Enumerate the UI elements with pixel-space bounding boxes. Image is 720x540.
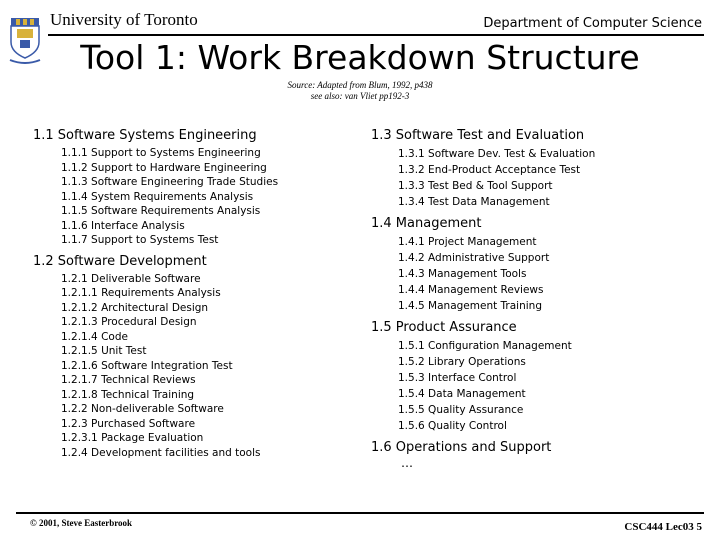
list-item: 1.4.4 Management Reviews (398, 284, 544, 296)
section-items (371, 338, 711, 434)
list-item: 1.5.3 Interface Control (398, 372, 517, 384)
section-1-3 (371, 128, 711, 210)
section-items (371, 234, 711, 314)
list-item: 1.1.1 Support to Systems Engineering (61, 147, 261, 159)
list-item: 1.1.2 Support to Hardware Engineering (61, 161, 267, 174)
list-item: 1.5.2 Library Operations (398, 356, 526, 368)
list-item: 1.5.6 Quality Control (398, 420, 507, 432)
list-item: 1.2.1.6 Software Integration Test (61, 359, 233, 372)
section-heading: 1.1 Software Systems Engineering (33, 128, 257, 143)
list-item: 1.1.3 Software Engineering Trade Studies (61, 176, 279, 188)
list-item: 1.2.1.4 Code (61, 330, 128, 343)
section-1-1 (33, 128, 353, 248)
list-item: 1.2.1.5 Unit Test (61, 345, 147, 357)
section-heading: 1.3 Software Test and Evaluation (371, 128, 585, 143)
section-items (33, 272, 353, 461)
list-item: 1.2.1.7 Technical Reviews (61, 374, 196, 386)
list-item: 1.2.2 Non-deliverable Software (61, 403, 224, 415)
list-item: 1.4.2 Administrative Support (398, 252, 550, 264)
list-item: 1.3.2 End-Product Acceptance Test (398, 164, 581, 176)
source-line-1: Source: Adapted from Blum, 1992, p438 (287, 80, 433, 90)
university-name: University of Toronto (50, 10, 198, 29)
list-item: 1.5.5 Quality Assurance (398, 404, 524, 416)
source-line-2: see also: van Vliet pp192-3 (310, 91, 410, 101)
right-column (371, 128, 711, 468)
header-rule (48, 34, 704, 36)
list-item: 1.2.1.2 Architectural Design (61, 301, 209, 314)
list-item: 1.1.6 Interface Analysis (61, 219, 185, 232)
list-item: 1.1.5 Software Requirements Analysis (61, 205, 261, 217)
section-1-6 (371, 440, 711, 468)
list-item: 1.2.1.1 Requirements Analysis (61, 287, 221, 299)
footer-rule (16, 512, 704, 514)
department-name: Department of Computer Science (483, 16, 702, 31)
ellipsis: … (401, 456, 413, 470)
section-1-4 (371, 216, 711, 314)
left-column (33, 128, 353, 466)
list-item: 1.4.3 Management Tools (398, 268, 527, 280)
course-slide-number: CSC444 Lec03 5 (624, 521, 702, 533)
section-heading: 1.4 Management (371, 216, 482, 231)
copyright: © 2001, Steve Easterbrook (30, 518, 133, 528)
list-item: 1.3.1 Software Dev. Test & Evaluation (398, 148, 596, 160)
slide-title: Tool 1: Work Breakdown Structure (80, 38, 640, 77)
section-heading: 1.2 Software Development (33, 253, 207, 269)
list-item: 1.2.3 Purchased Software (61, 417, 196, 430)
section-1-2 (33, 254, 353, 461)
list-item: 1.1.4 System Requirements Analysis (61, 190, 254, 203)
section-items (371, 146, 711, 210)
list-item: 1.2.1.3 Procedural Design (61, 316, 197, 328)
list-item: 1.5.1 Configuration Management (398, 340, 572, 352)
section-items (33, 146, 353, 248)
section-1-5 (371, 320, 711, 434)
list-item: 1.1.7 Support to Systems Test (61, 234, 219, 246)
list-item: 1.3.3 Test Bed & Tool Support (398, 180, 553, 192)
section-heading: 1.5 Product Assurance (371, 320, 517, 335)
list-item: 1.2.4 Development facilities and tools (61, 446, 261, 459)
list-item: 1.2.1.8 Technical Training (61, 388, 195, 401)
list-item: 1.2.1 Deliverable Software (61, 272, 201, 285)
list-item: 1.4.1 Project Management (398, 236, 537, 248)
section-heading: 1.6 Operations and Support (371, 440, 552, 455)
source-note (0, 80, 720, 102)
list-item: 1.5.4 Data Management (398, 388, 526, 400)
list-item: 1.3.4 Test Data Management (398, 196, 550, 208)
list-item: 1.4.5 Management Training (398, 300, 542, 312)
list-item: 1.2.3.1 Package Evaluation (61, 432, 204, 444)
